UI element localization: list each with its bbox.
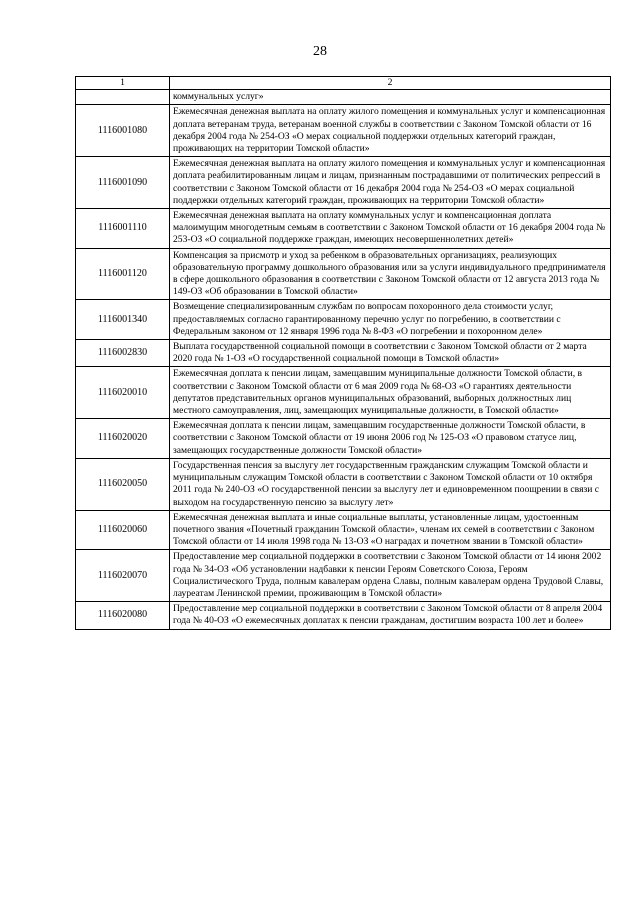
expense-description: Ежемесячная денежная выплата на оплату коммунальных услуг и компенсационная доплата малоимущим многодетным семьям в соответствии с Законом Томской области от 16 декабря 2004 года № 253-ОЗ «О социальной поддержке граждан, имеющих несовершеннолетних детей»	[170, 209, 611, 249]
classification-code: 1116001080	[76, 105, 170, 157]
expense-description: Предоставление мер социальной поддержки в соответствии с Законом Томской области от 14 июня 2002 года № 34-ОЗ «Об установлении надбавки к пенсии Героям Советского Союза, Героям Социалистического Труда, полным кавалерам ордена Славы, полным кавалерам ордена Трудовой Славы, лауреатам Ленинской премии, проживающим в Томской области»	[170, 550, 611, 602]
column-header-1: 1	[76, 77, 170, 90]
table-row	[76, 550, 611, 602]
table-row	[76, 209, 611, 249]
expense-description: Государственная пенсия за выслугу лет государственным гражданским служащим Томской области и муниципальным служащим Томской области в соответствии с Законом Томской области от 10 октября 2011 года № 240-ОЗ «О государственной пенсии за выслугу лет и единовременном поощрении в связи с выходом на государственную пенсию за выслугу лет»	[170, 458, 611, 510]
expense-description: Ежемесячная денежная выплата на оплату жилого помещения и коммунальных услуг и компенсационная доплата реабилитированным лицам и лицам, признанным пострадавшими от политических репрессий в соответствии с Законом Томской области от 16 декабря 2004 года № 254-ОЗ «О мерах социальной поддержки отдельных категорий граждан, проживающих на территории Томской области»	[170, 157, 611, 209]
budget-codes-table	[75, 76, 611, 630]
classification-code: 1116020080	[76, 602, 170, 629]
classification-code: 1116001340	[76, 300, 170, 340]
classification-code: 1116020070	[76, 550, 170, 602]
expense-description: Компенсация за присмотр и уход за ребенком в образовательных организациях, реализующих образовательную программу дошкольного образования или за услуги индивидуального предпринимателя в сфере дошкольного образования в соответствии с Законом Томской области от 12 августа 2013 года № 149-ОЗ «Об образовании в Томской области»	[170, 248, 611, 300]
column-header-2: 2	[170, 77, 611, 90]
classification-code: 1116020060	[76, 510, 170, 550]
classification-code: 1116020020	[76, 419, 170, 459]
table-header-row	[76, 77, 611, 90]
page-number: 28	[313, 44, 327, 59]
table-row	[76, 458, 611, 510]
expense-description: Ежемесячная денежная выплата на оплату жилого помещения и коммунальных услуг и компенсационная доплата ветеранам труда, ветеранам военной службы в соответствии с Законом Томской области от 16 декабря 2004 года № 254-ОЗ «О мерах социальной поддержки отдельных категорий граждан, проживающих на территории Томской области»	[170, 105, 611, 157]
classification-code: 1116002830	[76, 340, 170, 367]
classification-code: 1116001120	[76, 248, 170, 300]
expense-description: Ежемесячная денежная выплата и иные социальные выплаты, установленные лицам, удостоенным почетного звания «Почетный гражданин Томской области», членам их семей в соответствии с Законом Томской области от 14 июля 1998 года № 13-ОЗ «О наградах и почетном звании в Томской области»	[170, 510, 611, 550]
table-row	[76, 248, 611, 300]
table-row	[76, 105, 611, 157]
classification-code	[76, 90, 170, 105]
expense-description: Возмещение специализированным службам по вопросам похоронного дела стоимости услуг, предоставляемых согласно гарантированному перечню услуг по погребению, в соответствии с Федеральным законом от 12 января 1996 года № 8-ФЗ «О погребении и похоронном деле»	[170, 300, 611, 340]
expense-description: Ежемесячная доплата к пенсии лицам, замещавшим муниципальные должности Томской области, в соответствии с Законом Томской области от 6 мая 2009 года № 68-ОЗ «О гарантиях деятельности депутатов представительных органов муниципальных образований, выборных должностных лиц местного самоуправления, лиц, замещающих муниципальные должности, в Томской области»	[170, 367, 611, 419]
classification-code: 1116001090	[76, 157, 170, 209]
table-row	[76, 340, 611, 367]
table-row	[76, 419, 611, 459]
classification-code: 1116020010	[76, 367, 170, 419]
table-row	[76, 90, 611, 105]
table-row	[76, 510, 611, 550]
classification-code: 1116020050	[76, 458, 170, 510]
table-row	[76, 157, 611, 209]
table-row	[76, 367, 611, 419]
expense-description: Предоставление мер социальной поддержки в соответствии с Законом Томской области от 8 апреля 2004 года № 40-ОЗ «О ежемесячных доплатах к пенсии гражданам, достигшим возраста 100 лет и более»	[170, 602, 611, 629]
expense-description: Выплата государственной социальной помощи в соответствии с Законом Томской области от 2 марта 2020 года № 1-ОЗ «О государственной социальной помощи в Томской области»	[170, 340, 611, 367]
table-row	[76, 602, 611, 629]
table-row	[76, 300, 611, 340]
expense-description: коммунальных услуг»	[170, 90, 611, 105]
classification-code: 1116001110	[76, 209, 170, 249]
expense-description: Ежемесячная доплата к пенсии лицам, замещавшим государственные должности Томской области, в соответствии с Законом Томской области от 19 июня 2006 год № 125-ОЗ «О правовом статусе лиц, замещающих государственные должности Томской области»	[170, 419, 611, 459]
